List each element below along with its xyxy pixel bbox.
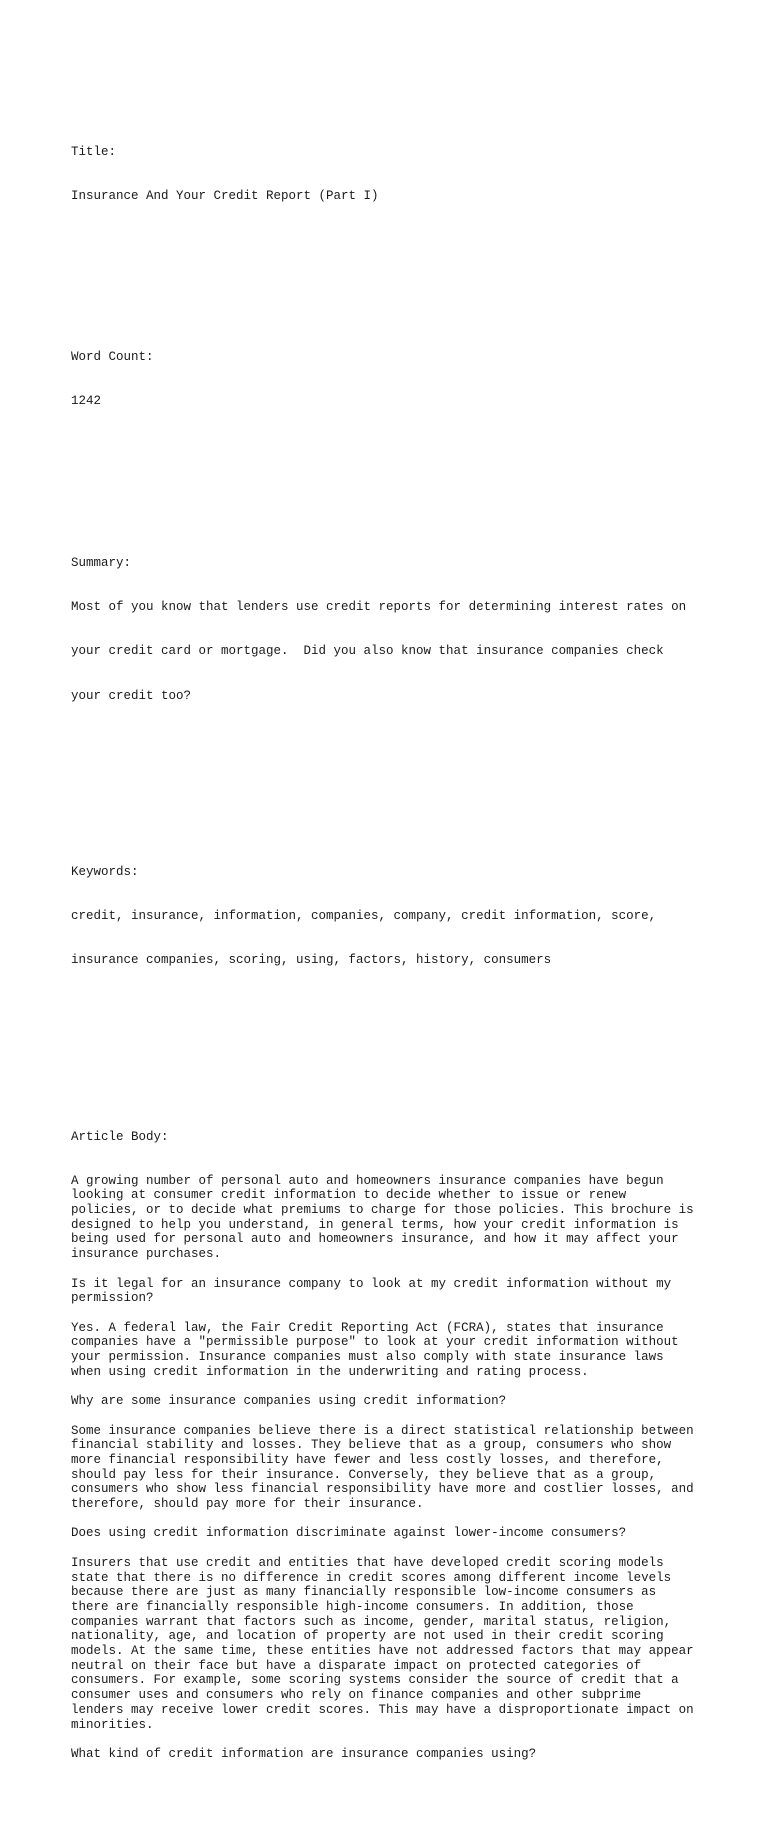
paragraph-line: policies, or to decide what premiums to charge for those policies. This brochure is xyxy=(71,1203,694,1218)
keywords-label: Keywords: xyxy=(71,864,139,879)
article-body-label: Article Body: xyxy=(71,1129,169,1144)
keywords-line: credit, insurance, information, companies, company, credit information, score, xyxy=(71,909,657,924)
title-section xyxy=(71,115,711,233)
article-paragraph xyxy=(71,1526,711,1541)
paragraph-line: designed to help you understand, in general terms, how your credit information is xyxy=(71,1217,679,1232)
paragraph-line: models. At the same time, these entities have not addressed factors that may appear xyxy=(71,1644,694,1659)
paragraph-line: insurance purchases. xyxy=(71,1247,222,1262)
article-paragraph xyxy=(71,1424,711,1512)
paragraph-line: financial stability and losses. They believe that as a group, consumers who show xyxy=(71,1438,672,1453)
document-title: Insurance And Your Credit Report (Part I) xyxy=(71,188,379,203)
summary-line: your credit too? xyxy=(71,688,192,703)
paragraph-line: neutral on their face but have a disparate impact on protected categories of xyxy=(71,1658,642,1673)
paragraph-line: Why are some insurance companies using credit information? xyxy=(71,1394,507,1409)
word-count-section xyxy=(71,321,711,439)
title-label: Title: xyxy=(71,144,117,159)
paragraph-line: What kind of credit information are insurance companies using? xyxy=(71,1746,537,1761)
paragraph-line: permission? xyxy=(71,1291,154,1306)
summary-section xyxy=(71,527,711,733)
paragraph-line: should pay less for their insurance. Conversely, they believe that as a group, xyxy=(71,1467,657,1482)
paragraph-line: consumer uses and consumers who rely on finance companies and other subprime xyxy=(71,1688,642,1703)
keywords-section xyxy=(71,836,711,998)
paragraph-line: Does using credit information discriminate against lower-income consumers? xyxy=(71,1526,627,1541)
word-count-value: 1242 xyxy=(71,394,102,409)
paragraph-line: companies warrant that factors such as income, gender, marital status, religion, xyxy=(71,1614,672,1629)
paragraph-line: Insurers that use credit and entities that have developed credit scoring models xyxy=(71,1555,664,1570)
paragraph-line: nationality, age, and location of property are not used in their credit scoring xyxy=(71,1629,664,1644)
paragraph-line: Some insurance companies believe there is a direct statistical relationship between xyxy=(71,1423,694,1438)
word-count-label: Word Count: xyxy=(71,350,154,365)
article-paragraph xyxy=(71,1277,711,1306)
article-paragraph xyxy=(71,1174,711,1262)
article-paragraph xyxy=(71,1556,711,1732)
article-paragraph xyxy=(71,1747,711,1762)
paragraph-line: state that there is no difference in credit scores among different income levels xyxy=(71,1570,672,1585)
paragraph-line: companies have a "permissible purpose" to look at your credit information without xyxy=(71,1335,679,1350)
paragraph-line: your permission. Insurance companies must also comply with state insurance laws xyxy=(71,1350,664,1365)
summary-line: your credit card or mortgage. Did you also know that insurance companies check xyxy=(71,644,664,659)
paragraph-line: therefore, should pay more for their insurance. xyxy=(71,1497,424,1512)
summary-line: Most of you know that lenders use credit reports for determining interest rates on xyxy=(71,600,687,615)
paragraph-line: more financial responsibility have fewer and less costly losses, and therefore, xyxy=(71,1452,664,1467)
paragraph-line: minorities. xyxy=(71,1717,154,1732)
summary-label: Summary: xyxy=(71,556,132,571)
article-paragraph xyxy=(71,1394,711,1409)
article-body-section xyxy=(71,1100,711,1791)
paragraph-line: when using credit information in the underwriting and rating process. xyxy=(71,1364,589,1379)
paragraph-line: consumers. For example, some scoring systems consider the source of credit that a xyxy=(71,1673,679,1688)
paragraph-line: being used for personal auto and homeowners insurance, and how it may affect your xyxy=(71,1232,679,1247)
paragraph-line: looking at consumer credit information to decide whether to issue or renew xyxy=(71,1188,627,1203)
paragraph-line: consumers who show less financial responsibility have more and costlier losses, and xyxy=(71,1482,694,1497)
article-paragraphs xyxy=(71,1174,711,1762)
paragraph-line: there are financially responsible high-income consumers. In addition, those xyxy=(71,1599,634,1614)
keywords-line: insurance companies, scoring, using, factors, history, consumers xyxy=(71,953,552,968)
paragraph-line: because there are just as many financially responsible low-income consumers as xyxy=(71,1585,657,1600)
document-page xyxy=(71,71,711,1821)
paragraph-line: lenders may receive lower credit scores. This may have a disproportionate impact on xyxy=(71,1702,694,1717)
paragraph-line: Yes. A federal law, the Fair Credit Reporting Act (FCRA), states that insurance xyxy=(71,1320,664,1335)
article-paragraph xyxy=(71,1321,711,1380)
paragraph-line: A growing number of personal auto and homeowners insurance companies have begun xyxy=(71,1173,664,1188)
paragraph-line: Is it legal for an insurance company to look at my credit information without my xyxy=(71,1276,672,1291)
